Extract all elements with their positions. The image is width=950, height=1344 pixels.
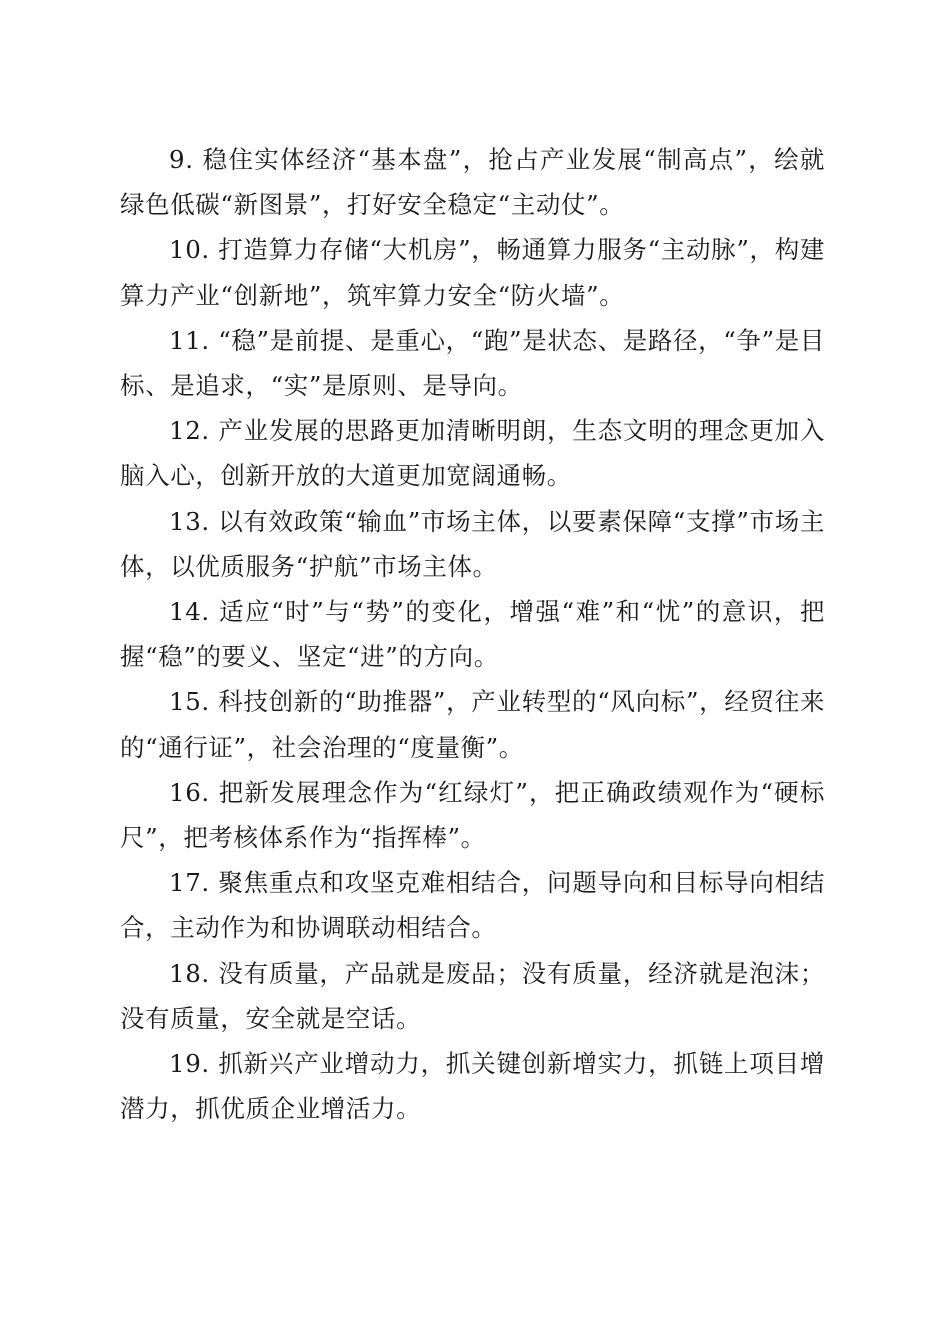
paragraph-10: 10. 打造算力存储“大机房”，畅通算力服务“主动脉”，构建算力产业“创新地”，筑牢算力安全“防火墙”。 — [120, 235, 825, 310]
paragraph-11: 11. “稳”是前提、是重心，“跑”是状态、是路径，“争”是目标、是追求，“实”是原则、是导向。 — [120, 325, 825, 401]
paragraph-18: 18. 没有质量，产品就是废品；没有质量，经济就是泡沫；没有质量，安全就是空话。 — [120, 958, 825, 1033]
paragraph-19: 19. 抓新兴产业增动力，抓关键创新增实力，抓链上项目增潜力，抓优质企业增活力。 — [120, 1049, 825, 1124]
paragraph-13: 13. 以有效政策“输血”市场主体，以要素保障“支撑”市场主体，以优质服务“护航”市场主体。 — [120, 506, 825, 581]
document-body — [120, 137, 825, 1131]
paragraph-12: 12. 产业发展的思路更加清晰明朗，生态文明的理念更加入脑入心，创新开放的大道更加宽阔通畅。 — [120, 416, 825, 491]
paragraph-9: 9. 稳住实体经济“基本盘”，抢占产业发展“制高点”，绘就绿色低碳“新图景”，打好安全稳定“主动仗”。 — [120, 145, 825, 220]
paragraph-15: 15. 科技创新的“助推器”，产业转型的“风向标”，经贸往来的“通行证”，社会治理的“度量衡”。 — [120, 687, 825, 762]
paragraph-14: 14. 适应“时”与“势”的变化，增强“难”和“忧”的意识，把握“稳”的要义、坚定“进”的方向。 — [120, 597, 825, 672]
paragraph-17: 17. 聚焦重点和攻坚克难相结合，问题导向和目标导向相结合，主动作为和协调联动相结合。 — [120, 868, 825, 943]
paragraph-16: 16. 把新发展理念作为“红绿灯”，把正确政绩观作为“硬标尺”，把考核体系作为“指挥棒”。 — [120, 777, 825, 853]
